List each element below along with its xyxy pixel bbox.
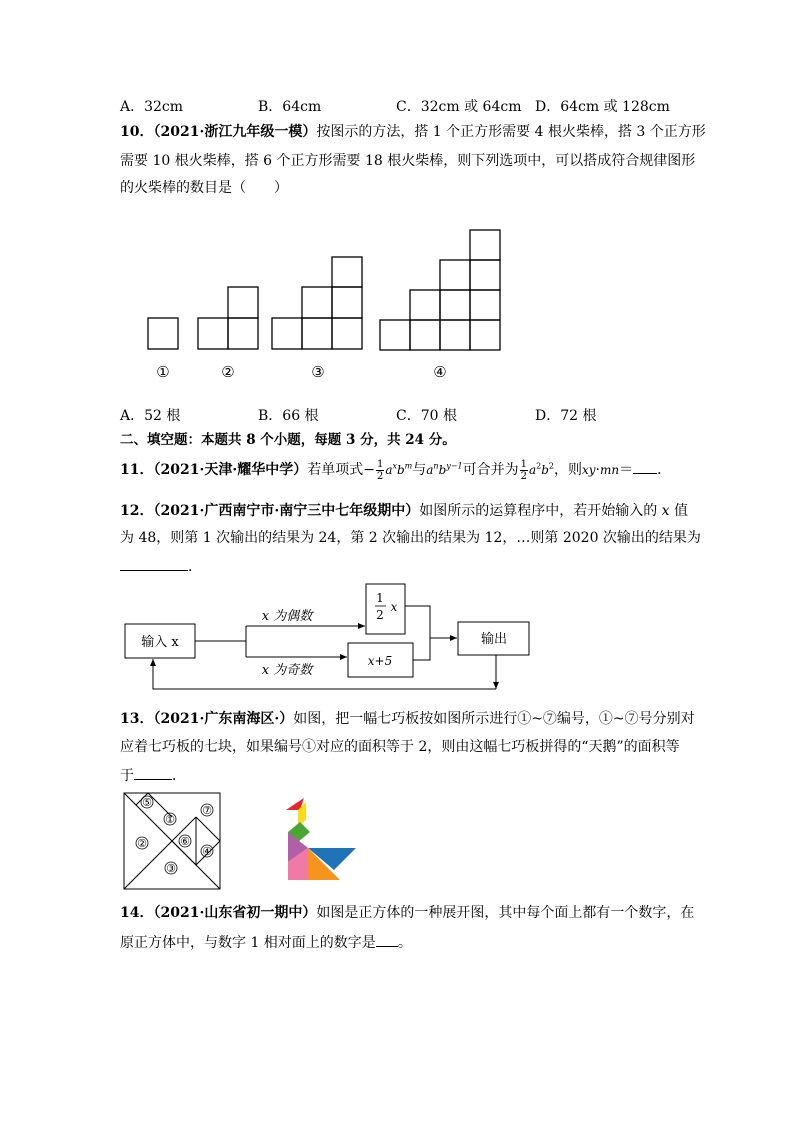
flow-half-den: 2 xyxy=(376,608,384,622)
q11-expr-xy: xy xyxy=(581,463,596,477)
q12-source: （2021·广西南宁市·南宁三中七年级期中） xyxy=(153,503,420,519)
q10-option-b: B．66 根 xyxy=(258,408,319,424)
q12-line3 xyxy=(120,556,680,577)
q12-number: 12． xyxy=(120,503,154,519)
q13-line1 xyxy=(120,709,695,729)
q11-term3-a: a xyxy=(528,463,537,477)
q12-answer-blank[interactable] xyxy=(120,556,188,571)
q9-option-d: D．64cm 或 128cm xyxy=(535,99,670,115)
q13-source: （2021·广东南海区·） xyxy=(153,711,294,727)
q10-line2: 需要 10 根火柴棒，搭 6 个正方形需要 18 根火柴棒，则下列选项中，可以搭成符合规律图形 xyxy=(120,153,696,169)
flow-output-label: 输出 xyxy=(480,632,508,647)
q9-option-b: B．64cm xyxy=(258,99,322,115)
tangram-label-1: ① xyxy=(165,813,175,826)
section-2-heading: 二、填空题：本题共 8 个小题，每题 3 分，共 24 分。 xyxy=(120,432,456,448)
q13-line2: 应着七巧板的七块，如果编号①对应的面积等于 2，则由这幅七巧板拼得的“天鹅”的面积等 xyxy=(120,739,680,755)
q13-line3 xyxy=(120,765,680,786)
q11-term2-sup-y: y−1 xyxy=(446,461,463,471)
q11-end: ． xyxy=(657,462,672,478)
q12-var-x: x xyxy=(661,503,670,519)
q12-end: ． xyxy=(188,559,202,575)
fig4-squares xyxy=(380,230,500,350)
q12-line1 xyxy=(120,501,689,521)
q11-number: 11． xyxy=(120,462,154,478)
tangram-swan xyxy=(280,796,360,882)
q12-line2: 为 48，则第 1 次输出的结果为 24，第 2 次输出的结果为 12，…则第 2020 次输出的结果为 xyxy=(120,530,701,546)
q13-end: ． xyxy=(172,768,186,784)
q12-text1a: 如图所示的运算程序中，若开始输入的 xyxy=(419,503,662,519)
q11-term3-sup-b: 2 xyxy=(548,461,554,471)
tangram-label-7: ⑦ xyxy=(202,804,212,817)
q11-text3: 可合并为 xyxy=(462,462,519,478)
tangram-label-2: ② xyxy=(137,837,147,850)
q11-text1: 若单项式 xyxy=(307,462,364,478)
q11-term1-a: a xyxy=(385,463,393,477)
fig2-label: ② xyxy=(221,363,235,381)
q10-line1 xyxy=(120,122,706,142)
q12-flowchart xyxy=(118,580,538,698)
flow-plus5-label: x+5 xyxy=(367,654,393,668)
q11-minus: − xyxy=(363,462,375,478)
q11-frac2-den: 2 xyxy=(520,470,527,482)
flow-input-label: 输入 x xyxy=(141,635,179,650)
q10-option-a: A．52 根 xyxy=(120,408,181,424)
q9-option-c: C．32cm 或 64cm xyxy=(396,99,522,115)
q11-answer-blank[interactable] xyxy=(633,459,657,474)
tangram-label-5: ⑤ xyxy=(142,796,152,809)
q11-term1-sup-x: x xyxy=(392,461,397,471)
flow-even-label: x 为偶数 xyxy=(261,609,313,624)
q11-frac-den: 2 xyxy=(376,470,384,482)
q11-term2-sup-n: n xyxy=(433,461,439,471)
flow-half-num: 1 xyxy=(376,591,384,605)
fig4-label: ④ xyxy=(433,363,447,381)
fig1-label: ① xyxy=(156,363,170,381)
flow-half-box xyxy=(366,584,405,634)
q10-number: 10． xyxy=(120,124,154,140)
q11-term1-sup-m: m xyxy=(404,461,413,471)
q11-source: （2021·天津·耀华中学） xyxy=(153,462,308,478)
q11-term2-a: a xyxy=(426,463,434,477)
q13-number: 13． xyxy=(120,711,154,727)
q11-text4: ，则 xyxy=(553,462,582,478)
q11-term2-b: b xyxy=(438,463,447,477)
q14-line2 xyxy=(120,932,680,953)
q13-text1: 如图，把一幅七巧板按如图所示进行①~⑦编号，①~⑦号分别对 xyxy=(293,711,695,727)
q11-frac2-num: 1 xyxy=(520,458,527,470)
q11-text5: ＝ xyxy=(619,462,634,478)
q11-text2: 与 xyxy=(412,462,427,478)
flow-half-var: x xyxy=(390,600,398,614)
q10-option-c: C．70 根 xyxy=(396,408,457,424)
q14-end: 。 xyxy=(397,935,412,951)
q10-option-d: D．72 根 xyxy=(535,408,597,424)
q14-number: 14． xyxy=(120,905,154,921)
q11-fraction-half-2 xyxy=(520,459,528,482)
flow-odd-label: x 为奇数 xyxy=(261,663,313,678)
fig1-square xyxy=(148,318,178,349)
q11-frac-num: 1 xyxy=(376,458,384,470)
q14-text1: 如图是正方体的一种展开图，其中每个面上都有一个数字，在 xyxy=(316,905,695,921)
fig3-label: ③ xyxy=(311,363,325,381)
fig2-squares xyxy=(198,287,258,349)
tangram-label-3: ③ xyxy=(166,862,176,875)
q11-fraction-half xyxy=(376,459,384,482)
tangram-label-6: ⑥ xyxy=(180,835,190,848)
tangram-square xyxy=(122,790,224,892)
q11-expr-mn: mn xyxy=(599,463,620,477)
q11-term1-b: b xyxy=(396,463,405,477)
q11-term3-sup: 2 xyxy=(536,461,542,471)
q13-text3: 于 xyxy=(120,768,134,784)
q11-term3-b: b xyxy=(541,463,549,477)
q11-expr-dot: · xyxy=(595,462,600,478)
tangram-label-4: ④ xyxy=(202,845,212,858)
q14-text2: 原正方体中，与数字 1 相对面上的数字是 xyxy=(120,935,376,951)
q13-answer-blank[interactable] xyxy=(134,765,172,780)
fig3-squares xyxy=(272,257,362,349)
q10-text1: 按图示的方法，搭 1 个正方形需要 4 根火柴棒，搭 3 个正方形 xyxy=(316,124,706,140)
q11-line xyxy=(120,455,680,485)
q10-line3: 的火柴棒的数目是（ ） xyxy=(120,180,288,196)
q14-line1 xyxy=(120,903,695,923)
q14-answer-blank[interactable] xyxy=(376,932,398,947)
q9-option-a: A．32cm xyxy=(120,99,184,115)
q14-source: （2021·山东省初一期中） xyxy=(153,905,317,921)
q12-text1b: 值 xyxy=(669,503,689,519)
q10-source: （2021·浙江九年级一模） xyxy=(153,124,317,140)
matchstick-figure xyxy=(140,222,510,382)
